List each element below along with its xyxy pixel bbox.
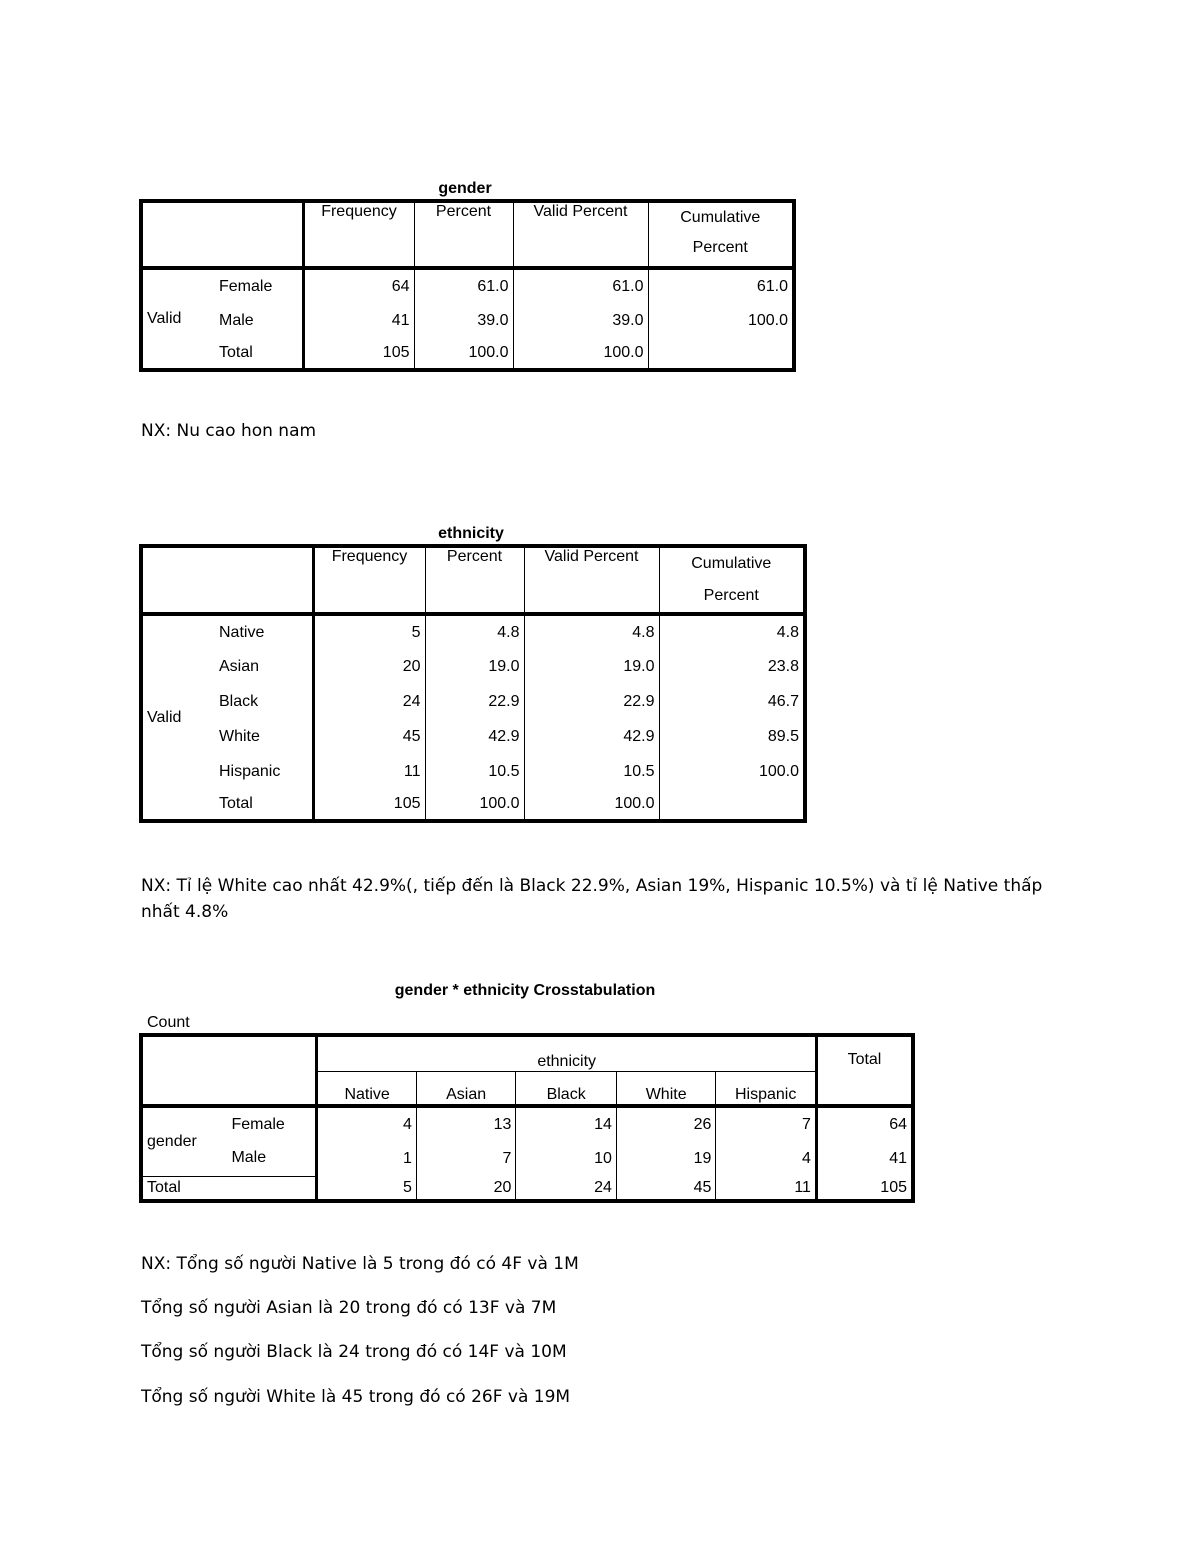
- note-crosstab-asian: Tổng số người Asian là 20 trong đó có 13F và 7M: [141, 1298, 557, 1318]
- header-percent: Percent: [425, 546, 524, 614]
- table-row: Total 105 100.0 100.0: [141, 338, 794, 370]
- table-header-row: [141, 1035, 913, 1071]
- header-valid-percent: Valid Percent: [524, 546, 659, 614]
- note-crosstab-white: Tổng số người White là 45 trong đó có 26F và 19M: [141, 1387, 571, 1407]
- note-ethnicity: NX: Tỉ lệ White cao nhất 42.9%(, tiếp đến là Black 22.9%, Asian 19%, Hispanic 10.5%) và tỉ lệ Native thấp nhất 4.8%: [141, 876, 1043, 922]
- table-header-row: [141, 546, 805, 614]
- count-label: Count: [147, 1014, 190, 1031]
- row-label: Total: [147, 1178, 181, 1196]
- table-row: Male 41 39.0 39.0 100.0: [141, 303, 794, 338]
- crosstab-title: gender * ethnicity Crosstabulation: [394, 982, 656, 999]
- row-label: Black: [219, 692, 259, 710]
- note-gender: NX: Nu cao hon nam: [141, 421, 317, 441]
- table-row: Asian 20 19.0 19.0 23.8: [141, 649, 805, 684]
- row-group-label: gender: [141, 1106, 227, 1176]
- header-native: Native: [317, 1071, 417, 1106]
- table-row: Valid Native 5 4.8 4.8 4.8: [141, 614, 805, 649]
- gender-frequency-table: [139, 199, 796, 372]
- ethnicity-table-title: ethnicity: [438, 525, 504, 542]
- note-crosstab-native: NX: Tổng số người Native là 5 trong đó có 4F và 1M: [141, 1254, 579, 1274]
- header-black: Black: [516, 1071, 617, 1106]
- header-percent: Percent: [414, 201, 513, 268]
- header-cumulative-percent: Cumulative Percent: [659, 546, 805, 614]
- header-hispanic: Hispanic: [716, 1071, 817, 1106]
- table-row: gender Female 4 13 14 26 7 64: [141, 1106, 913, 1141]
- table-row: White 45 42.9 42.9 89.5: [141, 719, 805, 754]
- table-row: Hispanic 11 10.5 10.5 100.0: [141, 754, 805, 789]
- row-label: Total: [219, 795, 253, 812]
- row-label: Total: [219, 344, 253, 361]
- row-group-label: Valid: [147, 708, 182, 726]
- table-row: Black 24 22.9 22.9 46.7: [141, 684, 805, 719]
- header-valid-percent: Valid Percent: [513, 201, 648, 268]
- row-group-label: Valid: [147, 310, 182, 327]
- row-label: Asian: [219, 657, 260, 675]
- header-ethnicity: ethnicity: [317, 1035, 817, 1071]
- row-label: Hispanic: [219, 762, 281, 780]
- gender-table-title: gender: [438, 180, 492, 197]
- table-row: Male 1 7 10 19 4 41: [141, 1141, 913, 1176]
- table-row: Total 105 100.0 100.0: [141, 789, 805, 821]
- row-label: Female: [231, 1115, 285, 1133]
- header-white: White: [616, 1071, 716, 1106]
- row-label: Native: [219, 623, 265, 641]
- header-total: Total: [816, 1035, 913, 1106]
- row-label: Female: [219, 277, 273, 295]
- header-cumulative-percent: Cumulative Percent: [648, 201, 794, 268]
- row-label: Male: [219, 311, 254, 329]
- table-row: Valid Female 64 61.0 61.0 61.0: [141, 268, 794, 303]
- gender-ethnicity-crosstab: [139, 1033, 915, 1203]
- note-crosstab-black: Tổng số người Black là 24 trong đó có 14F và 10M: [141, 1342, 567, 1362]
- row-label: Male: [227, 1141, 316, 1176]
- table-header-row: [141, 201, 794, 268]
- header-frequency: Frequency: [303, 201, 414, 268]
- table-row: Total 5 20 24 45 11 105: [141, 1176, 913, 1201]
- ethnicity-frequency-table: [139, 544, 807, 823]
- header-frequency: Frequency: [313, 546, 425, 614]
- row-label: White: [219, 727, 260, 745]
- header-asian: Asian: [416, 1071, 516, 1106]
